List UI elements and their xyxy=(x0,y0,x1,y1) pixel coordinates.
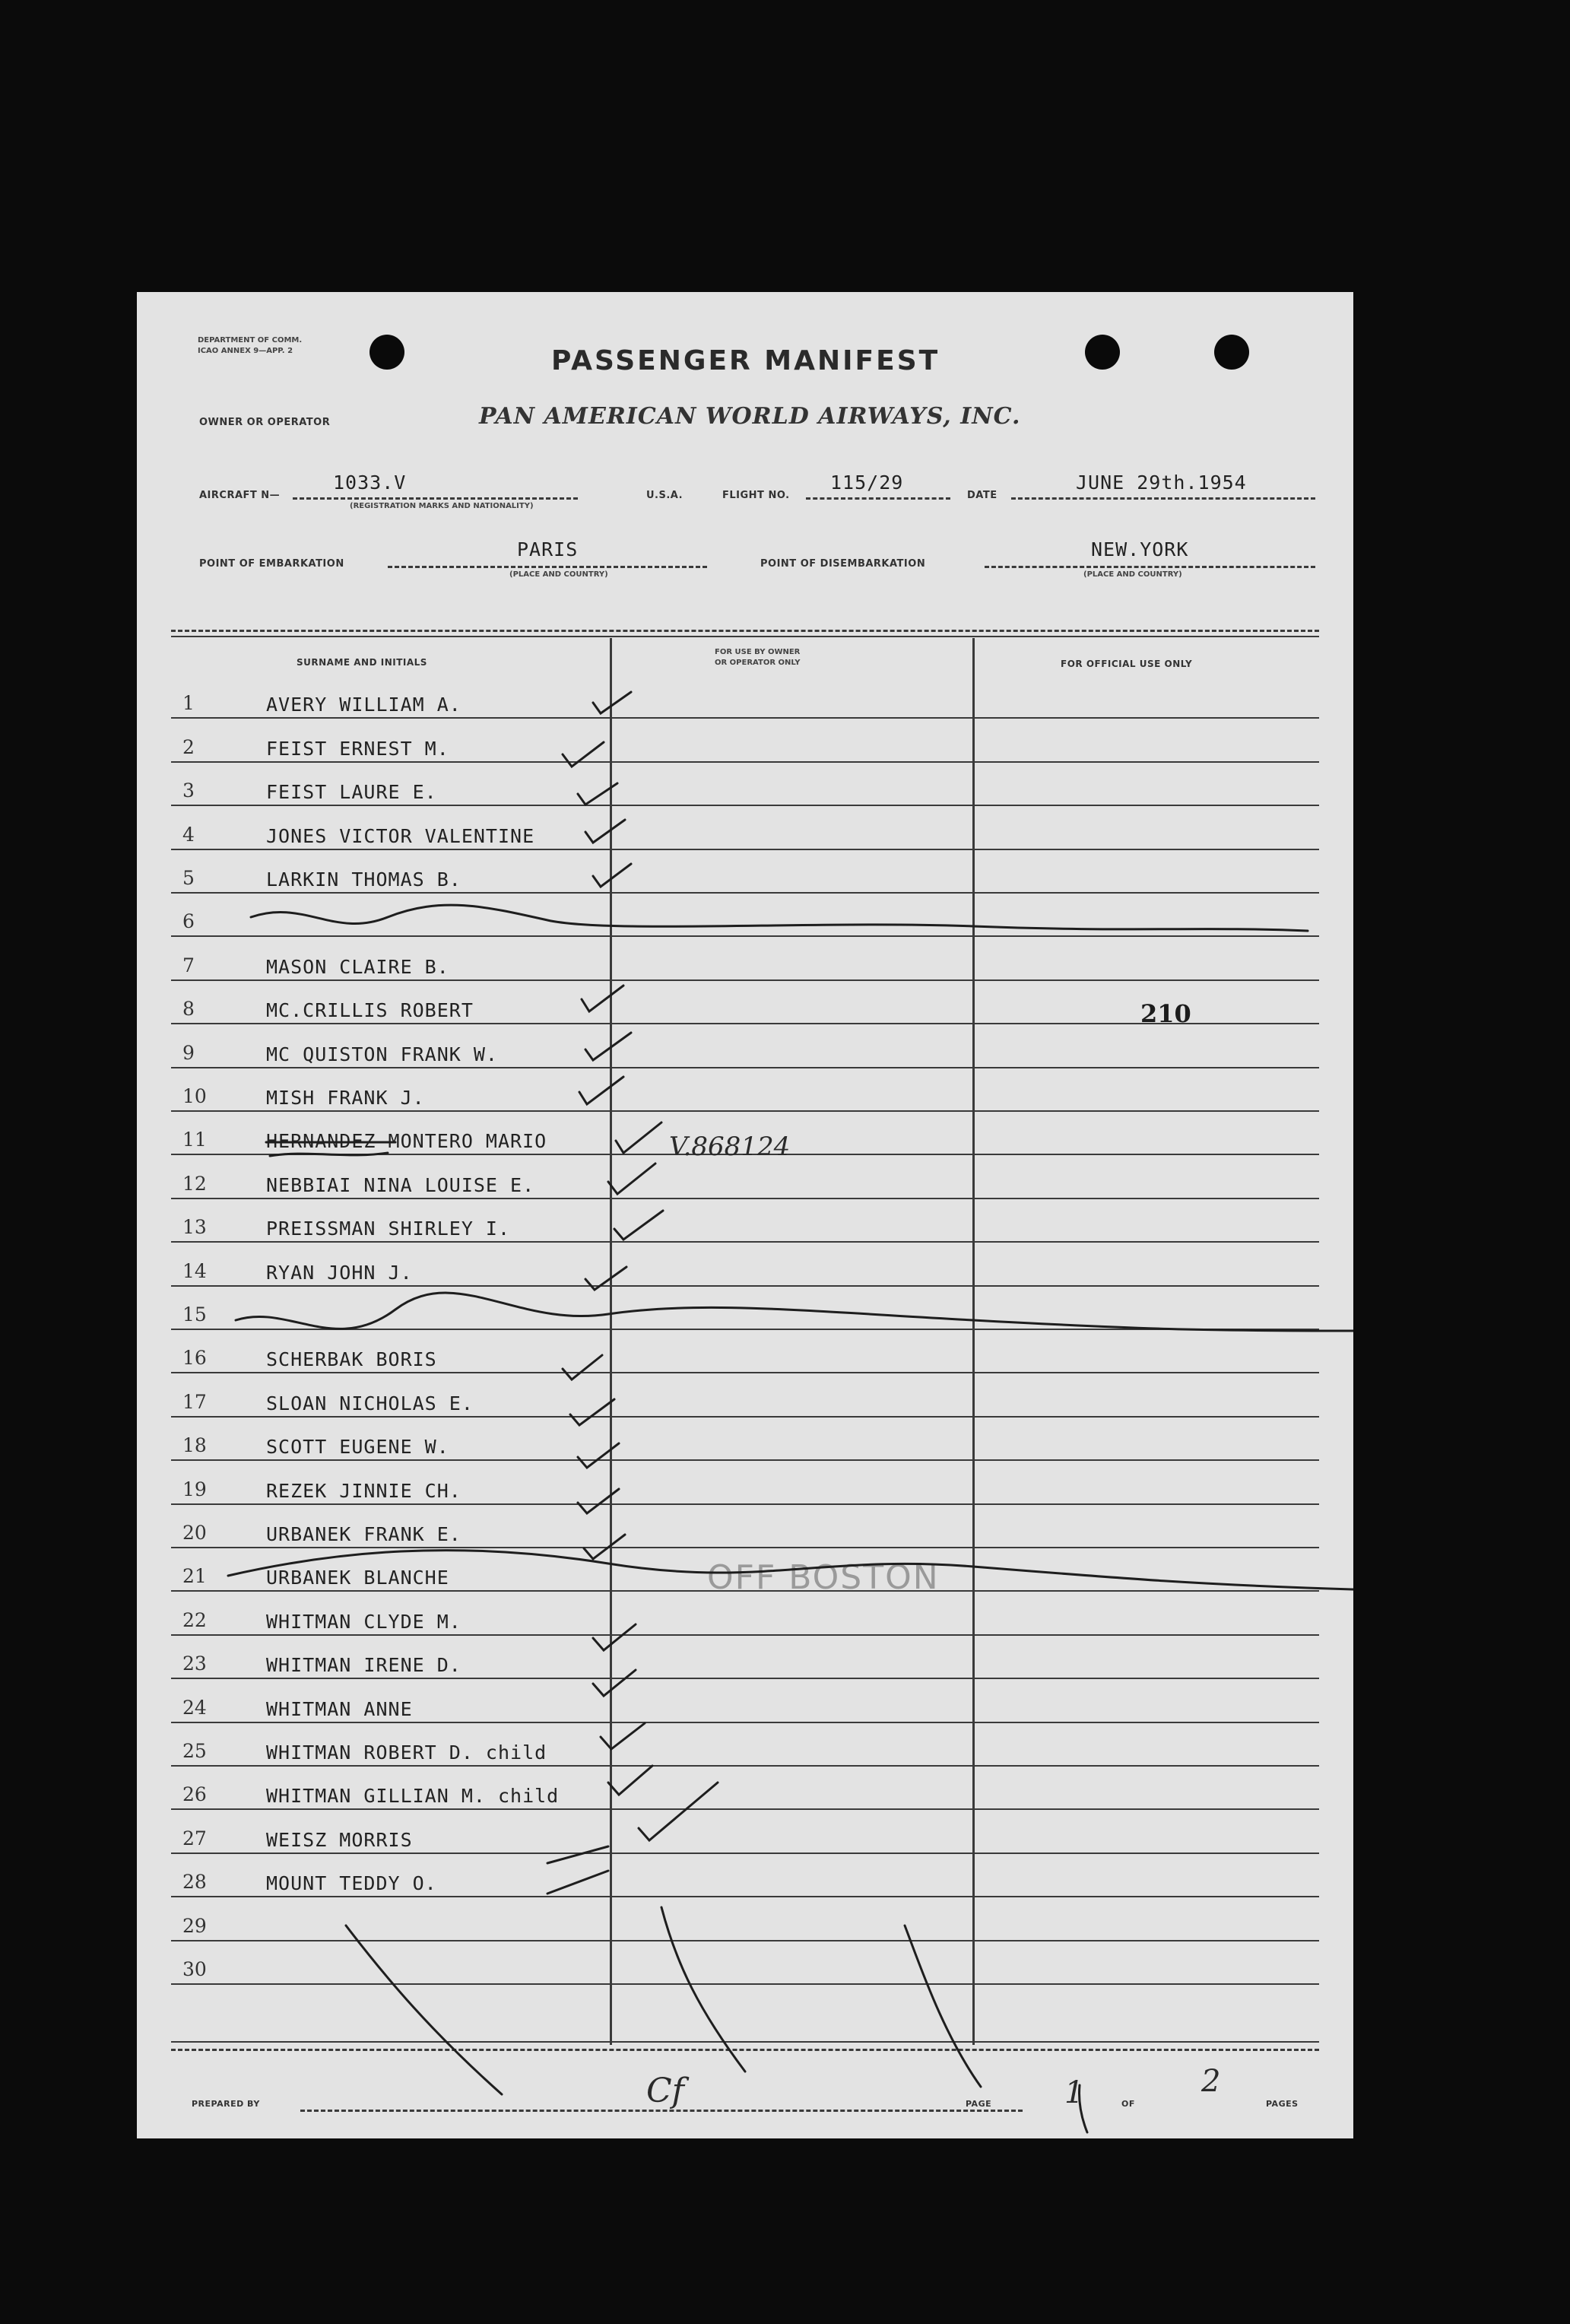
column-header-operator-2: OR OPERATOR ONLY xyxy=(715,659,801,667)
passenger-name: MOUNT TEDDY O. xyxy=(266,1872,437,1895)
of-label: OF xyxy=(1121,2099,1135,2109)
row-number: 6 xyxy=(182,910,195,933)
disembarkation-place: NEW.YORK xyxy=(1091,538,1189,560)
row-number: 3 xyxy=(182,779,195,802)
passenger-name: MASON CLAIRE B. xyxy=(266,955,449,978)
passenger-name: SCHERBAK BORIS xyxy=(266,1348,437,1371)
manifest-sheet xyxy=(137,292,1353,2138)
pages-label: PAGES xyxy=(1266,2099,1299,2109)
passenger-name: SCOTT EUGENE W. xyxy=(266,1436,449,1459)
passenger-name: WHITMAN ANNE xyxy=(266,1697,413,1720)
row-number: 4 xyxy=(182,823,195,846)
passenger-name: SLOAN NICHOLAS E. xyxy=(266,1392,474,1414)
column-header-operator: FOR USE BY OWNER xyxy=(715,648,801,656)
row-number: 9 xyxy=(182,1041,195,1064)
passenger-name: WHITMAN CLYDE M. xyxy=(266,1610,461,1633)
passenger-name: URBANEK BLANCHE xyxy=(266,1567,449,1589)
row-number: 15 xyxy=(182,1303,207,1326)
flight-date: JUNE 29th.1954 xyxy=(1076,471,1247,494)
passenger-name: AVERY WILLIAM A. xyxy=(266,694,461,716)
passenger-name: HERNANDEZ MONTERO MARIO xyxy=(266,1130,547,1153)
row-number: 14 xyxy=(182,1259,207,1282)
passenger-name: FEIST LAURE E. xyxy=(266,781,437,804)
aircraft-number: 1033.V xyxy=(333,471,407,494)
passenger-name: MC.CRILLIS ROBERT xyxy=(266,999,474,1022)
row-number: 13 xyxy=(182,1216,207,1239)
row-number: 25 xyxy=(182,1739,207,1762)
official-code: 210 xyxy=(1140,999,1191,1028)
row-number: 11 xyxy=(182,1129,207,1151)
row-number: 28 xyxy=(182,1871,207,1894)
row-number: 2 xyxy=(182,735,195,758)
row-number: 10 xyxy=(182,1084,207,1107)
passenger-name: MISH FRANK J. xyxy=(266,1086,425,1109)
place-caption: (PLACE AND COUNTRY) xyxy=(509,570,608,579)
embarkation-place: PARIS xyxy=(517,538,579,560)
row-number: 21 xyxy=(182,1565,207,1588)
passenger-name: RYAN JOHN J. xyxy=(266,1261,413,1284)
date-label: DATE xyxy=(967,490,998,501)
row-number: 24 xyxy=(182,1696,207,1719)
passenger-name: LARKIN THOMAS B. xyxy=(266,868,461,891)
disembarkation-label: POINT OF DISEMBARKATION xyxy=(760,558,926,570)
row-number: 17 xyxy=(182,1390,207,1413)
row-number: 23 xyxy=(182,1653,207,1675)
handwritten-marks xyxy=(137,292,1353,2138)
column-header-official: FOR OFFICIAL USE ONLY xyxy=(1061,659,1193,669)
passenger-name: URBANEK FRANK E. xyxy=(266,1522,461,1545)
passenger-name: REZEK JINNIE CH. xyxy=(266,1479,461,1502)
handwritten-initials: Cf xyxy=(646,2072,684,2110)
prepared-by-label: PREPARED BY xyxy=(192,2099,260,2109)
page-number: 1 xyxy=(1064,2075,1084,2110)
total-pages: 2 xyxy=(1201,2064,1221,2099)
row-number: 27 xyxy=(182,1827,207,1849)
owner-label: OWNER OR OPERATOR xyxy=(199,417,331,428)
passenger-name: MC QUISTON FRANK W. xyxy=(266,1043,498,1065)
passenger-name: WEISZ MORRIS xyxy=(266,1828,413,1851)
passenger-name: NEBBIAI NINA LOUISE E. xyxy=(266,1173,535,1196)
aircraft-label: AIRCRAFT N— xyxy=(199,490,281,501)
row-number: 30 xyxy=(182,1957,207,1980)
passenger-name: PREISSMAN SHIRLEY I. xyxy=(266,1218,511,1240)
handwritten-visa-note: V.868124 xyxy=(669,1132,791,1162)
passenger-name: JONES VICTOR VALENTINE xyxy=(266,824,535,847)
nationality: U.S.A. xyxy=(646,490,684,501)
registration-caption: (REGISTRATION MARKS AND NATIONALITY) xyxy=(350,502,534,510)
row-number: 5 xyxy=(182,866,195,889)
manifest-title: PASSENGER MANIFEST xyxy=(551,345,940,376)
place-caption: (PLACE AND COUNTRY) xyxy=(1083,570,1182,579)
page-label: PAGE xyxy=(966,2099,992,2109)
off-boston-stamp: OFF BOSTON xyxy=(707,1558,940,1597)
operator-name: PAN AMERICAN WORLD AIRWAYS, INC. xyxy=(479,403,1021,430)
row-number: 26 xyxy=(182,1783,207,1806)
row-number: 16 xyxy=(182,1347,207,1370)
column-header-names: SURNAME AND INITIALS xyxy=(297,657,427,668)
row-number: 12 xyxy=(182,1172,207,1195)
form-reference-line1: DEPARTMENT OF COMM. xyxy=(198,336,303,344)
row-number: 20 xyxy=(182,1521,207,1544)
passenger-name: FEIST ERNEST M. xyxy=(266,737,449,760)
flight-number: 115/29 xyxy=(830,471,904,494)
row-number: 8 xyxy=(182,998,195,1021)
passenger-name: WHITMAN GILLIAN M. child xyxy=(266,1785,560,1808)
row-number: 18 xyxy=(182,1434,207,1457)
row-number: 7 xyxy=(182,954,195,976)
passenger-name: WHITMAN IRENE D. xyxy=(266,1654,461,1677)
passenger-name: WHITMAN ROBERT D. child xyxy=(266,1741,547,1764)
form-reference-line2: ICAO ANNEX 9—APP. 2 xyxy=(198,347,293,355)
row-number: 19 xyxy=(182,1478,207,1500)
flight-label: FLIGHT NO. xyxy=(722,490,790,501)
row-number: 1 xyxy=(182,692,195,715)
row-number: 29 xyxy=(182,1914,207,1937)
embarkation-label: POINT OF EMBARKATION xyxy=(199,558,344,570)
row-number: 22 xyxy=(182,1608,207,1631)
